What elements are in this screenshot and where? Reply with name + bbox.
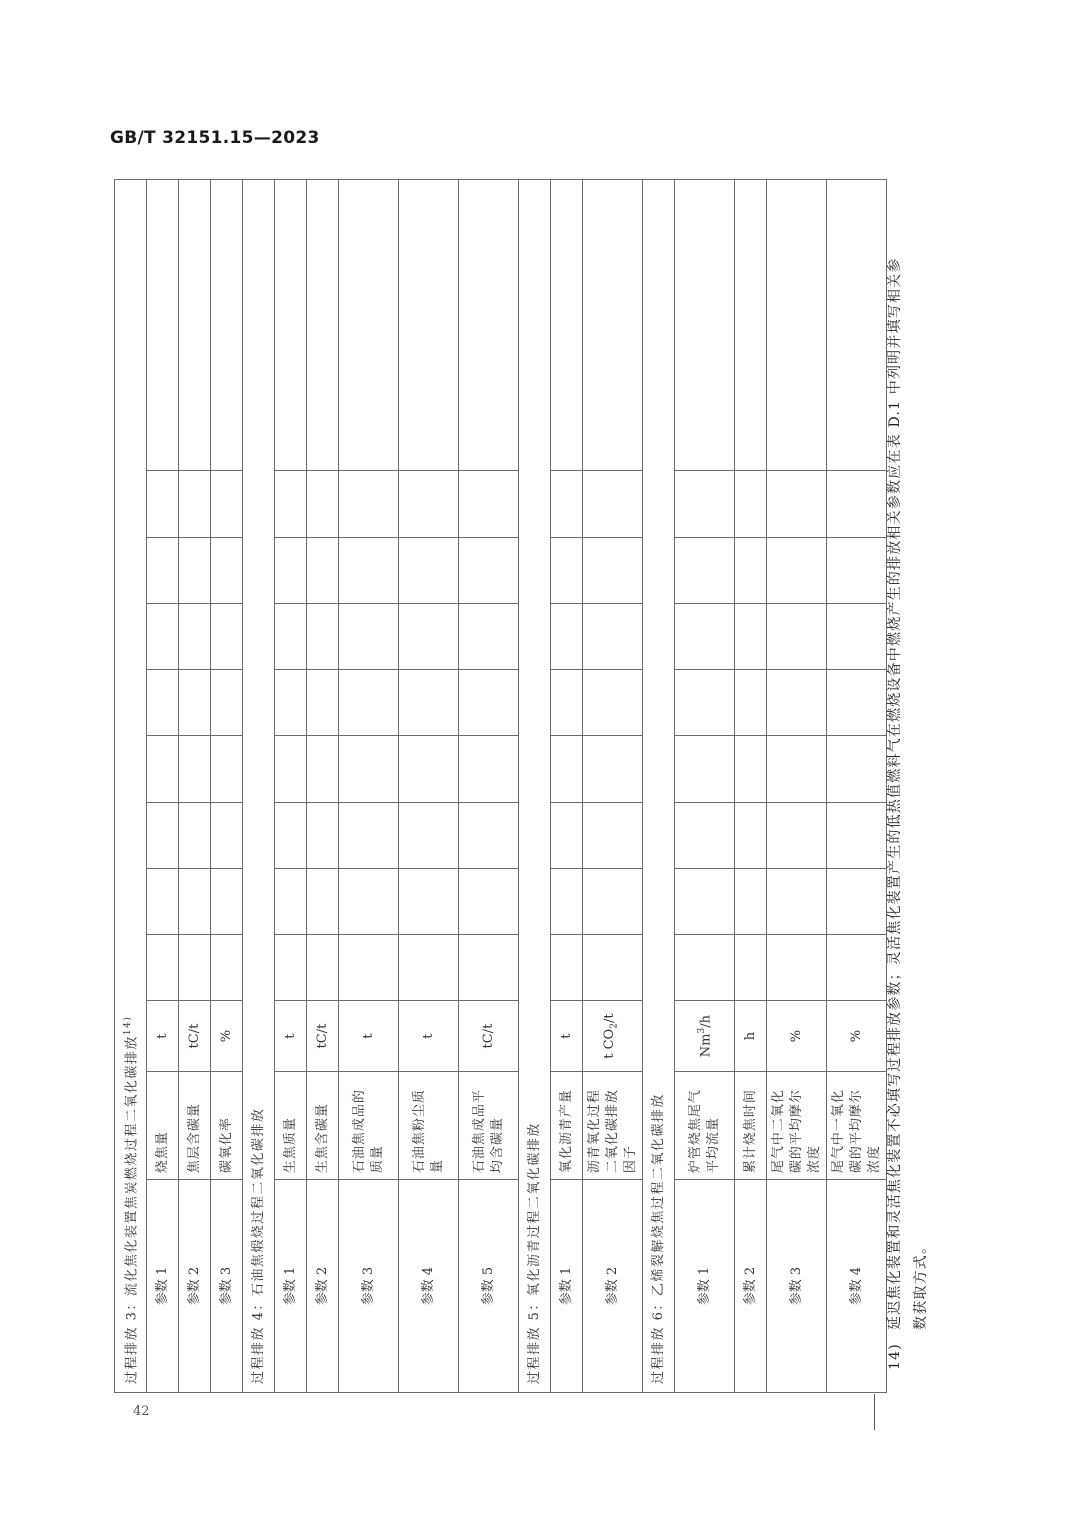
value-cell[interactable] bbox=[767, 471, 827, 537]
value-cell[interactable] bbox=[551, 736, 583, 802]
param-cell: 参数 1 bbox=[275, 1180, 307, 1393]
value-cell[interactable] bbox=[675, 537, 735, 603]
value-cell[interactable] bbox=[459, 736, 519, 802]
value-cell[interactable] bbox=[179, 736, 211, 802]
value-cell[interactable] bbox=[767, 868, 827, 934]
value-cell[interactable] bbox=[459, 537, 519, 603]
value-cell[interactable] bbox=[767, 603, 827, 669]
value-cell[interactable] bbox=[307, 670, 339, 736]
table-row bbox=[307, 180, 339, 1393]
value-cell[interactable] bbox=[459, 603, 519, 669]
value-cell[interactable] bbox=[147, 537, 179, 603]
value-cell[interactable] bbox=[735, 868, 767, 934]
value-cell[interactable] bbox=[735, 802, 767, 868]
value-cell[interactable] bbox=[551, 471, 583, 537]
value-cell[interactable] bbox=[675, 736, 735, 802]
unit-tail: /h bbox=[698, 1015, 714, 1028]
value-cell[interactable] bbox=[583, 935, 643, 1001]
section-header-row bbox=[115, 180, 147, 1393]
unit-main: Nm bbox=[698, 1033, 714, 1058]
value-cell[interactable] bbox=[583, 180, 643, 471]
param-cell: 参数 3 bbox=[339, 1180, 399, 1393]
param-cell: 参数 5 bbox=[459, 1180, 519, 1393]
value-cell[interactable] bbox=[339, 603, 399, 669]
table-row bbox=[767, 180, 827, 1393]
section-header-row bbox=[519, 180, 551, 1393]
value-cell[interactable] bbox=[179, 935, 211, 1001]
value-cell[interactable] bbox=[675, 670, 735, 736]
value-cell[interactable] bbox=[307, 935, 339, 1001]
value-cell[interactable] bbox=[211, 180, 243, 471]
value-cell[interactable] bbox=[307, 180, 339, 471]
param-cell: 参数 1 bbox=[551, 1180, 583, 1393]
value-cell[interactable] bbox=[583, 802, 643, 868]
param-cell: 参数 2 bbox=[179, 1180, 211, 1393]
value-cell[interactable] bbox=[147, 736, 179, 802]
unit-cell bbox=[583, 1001, 643, 1071]
param-name-cell: 累计烧焦时间 bbox=[735, 1071, 767, 1179]
value-cell[interactable] bbox=[179, 868, 211, 934]
value-cell[interactable] bbox=[211, 802, 243, 868]
unit-cell: h bbox=[735, 1001, 767, 1071]
param-name-cell: 炉管烧焦尾气平均流量 bbox=[675, 1071, 735, 1179]
unit-tail: /t bbox=[602, 1013, 618, 1024]
value-cell[interactable] bbox=[827, 868, 887, 934]
value-cell[interactable] bbox=[307, 537, 339, 603]
value-cell[interactable] bbox=[275, 180, 307, 471]
value-cell[interactable] bbox=[459, 935, 519, 1001]
value-cell[interactable] bbox=[583, 670, 643, 736]
value-cell[interactable] bbox=[399, 670, 459, 736]
section-title bbox=[115, 180, 147, 1393]
value-cell[interactable] bbox=[583, 736, 643, 802]
value-cell[interactable] bbox=[827, 670, 887, 736]
value-cell[interactable] bbox=[147, 670, 179, 736]
value-cell[interactable] bbox=[307, 603, 339, 669]
unit-cell: tC/t bbox=[307, 1001, 339, 1071]
value-cell[interactable] bbox=[147, 868, 179, 934]
param-cell: 参数 4 bbox=[827, 1180, 887, 1393]
value-cell[interactable] bbox=[211, 935, 243, 1001]
value-cell[interactable] bbox=[767, 736, 827, 802]
value-cell[interactable] bbox=[399, 868, 459, 934]
standard-code: GB/T 32151.15—2023 bbox=[110, 128, 320, 148]
value-cell[interactable] bbox=[827, 736, 887, 802]
section-title-text: 过程排放 3：流化焦化装置焦炭燃烧过程二氧化碳排放 bbox=[124, 1035, 140, 1384]
value-cell[interactable] bbox=[675, 935, 735, 1001]
param-cell: 参数 3 bbox=[211, 1180, 243, 1393]
param-cell: 参数 2 bbox=[583, 1180, 643, 1393]
unit-cell: % bbox=[827, 1001, 887, 1071]
value-cell[interactable] bbox=[551, 603, 583, 669]
value-cell[interactable] bbox=[583, 603, 643, 669]
value-cell[interactable] bbox=[735, 736, 767, 802]
unit-subscript: 2 bbox=[609, 1023, 620, 1029]
value-cell[interactable] bbox=[827, 471, 887, 537]
param-name-cell: 尾气中一氧化碳的平均摩尔浓度 bbox=[827, 1071, 887, 1179]
value-cell[interactable] bbox=[147, 180, 179, 471]
value-cell[interactable] bbox=[275, 868, 307, 934]
value-cell[interactable] bbox=[399, 935, 459, 1001]
value-cell[interactable] bbox=[211, 471, 243, 537]
value-cell[interactable] bbox=[675, 868, 735, 934]
value-cell[interactable] bbox=[583, 471, 643, 537]
value-cell[interactable] bbox=[307, 736, 339, 802]
param-name-cell: 石油焦成品平均含碳量 bbox=[459, 1071, 519, 1179]
table-row bbox=[211, 180, 243, 1393]
value-cell[interactable] bbox=[275, 670, 307, 736]
param-cell: 参数 2 bbox=[307, 1180, 339, 1393]
value-cell[interactable] bbox=[339, 180, 399, 471]
param-name-cell: 氧化沥青产量 bbox=[551, 1071, 583, 1179]
param-name-cell: 烧焦量 bbox=[147, 1071, 179, 1179]
value-cell[interactable] bbox=[735, 471, 767, 537]
value-cell[interactable] bbox=[827, 935, 887, 1001]
value-cell[interactable] bbox=[339, 471, 399, 537]
value-cell[interactable] bbox=[459, 180, 519, 471]
value-cell[interactable] bbox=[459, 802, 519, 868]
value-cell[interactable] bbox=[179, 471, 211, 537]
unit-cell: % bbox=[211, 1001, 243, 1071]
section-title bbox=[243, 180, 275, 1393]
value-cell[interactable] bbox=[767, 537, 827, 603]
value-cell[interactable] bbox=[675, 180, 735, 471]
unit-cell: t bbox=[275, 1001, 307, 1071]
value-cell[interactable] bbox=[827, 603, 887, 669]
footnote-text-line1: 延迟焦化装置和灵活焦化装置不必填写过程排放参数；灵活焦化装置产生的低热值燃料气在燃烧设备中燃烧产生的排放相关参数应在表 D.1 中列明并填写相关参 bbox=[887, 257, 903, 1330]
value-cell[interactable] bbox=[339, 537, 399, 603]
value-cell[interactable] bbox=[551, 935, 583, 1001]
value-cell[interactable] bbox=[179, 802, 211, 868]
value-cell[interactable] bbox=[551, 670, 583, 736]
value-cell[interactable] bbox=[551, 537, 583, 603]
table-row bbox=[735, 180, 767, 1393]
value-cell[interactable] bbox=[551, 868, 583, 934]
section-header-row bbox=[243, 180, 275, 1393]
value-cell[interactable] bbox=[735, 603, 767, 669]
value-cell[interactable] bbox=[339, 802, 399, 868]
value-cell[interactable] bbox=[211, 736, 243, 802]
table-row bbox=[675, 180, 735, 1393]
unit-cell bbox=[675, 1001, 735, 1071]
table-row bbox=[459, 180, 519, 1393]
value-cell[interactable] bbox=[735, 670, 767, 736]
section-header-row bbox=[643, 180, 675, 1393]
param-name-cell: 尾气中二氧化碳的平均摩尔浓度 bbox=[767, 1071, 827, 1179]
value-cell[interactable] bbox=[307, 471, 339, 537]
value-cell[interactable] bbox=[339, 670, 399, 736]
table-row bbox=[275, 180, 307, 1393]
value-cell[interactable] bbox=[275, 935, 307, 1001]
unit-cell: tC/t bbox=[459, 1001, 519, 1071]
value-cell[interactable] bbox=[583, 537, 643, 603]
value-cell[interactable] bbox=[827, 802, 887, 868]
value-cell[interactable] bbox=[675, 603, 735, 669]
value-cell[interactable] bbox=[767, 670, 827, 736]
value-cell[interactable] bbox=[735, 180, 767, 471]
value-cell[interactable] bbox=[147, 471, 179, 537]
param-name-cell: 碳氧化率 bbox=[211, 1071, 243, 1179]
table-row bbox=[399, 180, 459, 1393]
unit-cell: t bbox=[147, 1001, 179, 1071]
value-cell[interactable] bbox=[551, 802, 583, 868]
footnote-separator bbox=[874, 1394, 875, 1430]
unit-main: t CO bbox=[602, 1028, 618, 1059]
value-cell[interactable] bbox=[675, 802, 735, 868]
param-cell: 参数 3 bbox=[767, 1180, 827, 1393]
table-row bbox=[583, 180, 643, 1393]
value-cell[interactable] bbox=[147, 603, 179, 669]
section-title-text: 过程排放 4：石油焦煅烧过程二氧化碳排放 bbox=[250, 1107, 266, 1384]
footnote-mark: 14) bbox=[123, 1015, 134, 1036]
unit-cell: % bbox=[767, 1001, 827, 1071]
value-cell[interactable] bbox=[275, 603, 307, 669]
param-name-cell: 石油焦成品的质量 bbox=[339, 1071, 399, 1179]
value-cell[interactable] bbox=[767, 935, 827, 1001]
value-cell[interactable] bbox=[179, 180, 211, 471]
section-title bbox=[519, 180, 551, 1393]
param-cell: 参数 4 bbox=[399, 1180, 459, 1393]
section-title-text: 过程排放 5：氧化沥青过程二氧化碳排放 bbox=[526, 1122, 542, 1384]
footnote-number: 14) bbox=[887, 1343, 903, 1370]
param-name-cell: 石油焦粉尘质量 bbox=[399, 1071, 459, 1179]
value-cell[interactable] bbox=[767, 180, 827, 471]
param-cell: 参数 2 bbox=[735, 1180, 767, 1393]
param-name-cell: 生焦含碳量 bbox=[307, 1071, 339, 1179]
param-cell: 参数 1 bbox=[675, 1180, 735, 1393]
value-cell[interactable] bbox=[459, 471, 519, 537]
value-cell[interactable] bbox=[399, 180, 459, 471]
value-cell[interactable] bbox=[399, 802, 459, 868]
section-title-text: 过程排放 6：乙烯裂解烧焦过程二氧化碳排放 bbox=[650, 1093, 666, 1384]
value-cell[interactable] bbox=[307, 868, 339, 934]
value-cell[interactable] bbox=[551, 180, 583, 471]
value-cell[interactable] bbox=[275, 537, 307, 603]
value-cell[interactable] bbox=[339, 935, 399, 1001]
value-cell[interactable] bbox=[827, 180, 887, 471]
table-row bbox=[179, 180, 211, 1393]
value-cell[interactable] bbox=[827, 537, 887, 603]
param-name-cell: 焦层含碳量 bbox=[179, 1071, 211, 1179]
value-cell[interactable] bbox=[399, 603, 459, 669]
rotated-table-container bbox=[114, 179, 882, 1393]
value-cell[interactable] bbox=[275, 736, 307, 802]
value-cell[interactable] bbox=[399, 471, 459, 537]
value-cell[interactable] bbox=[211, 868, 243, 934]
value-cell[interactable] bbox=[339, 868, 399, 934]
value-cell[interactable] bbox=[147, 802, 179, 868]
value-cell[interactable] bbox=[399, 736, 459, 802]
value-cell[interactable] bbox=[179, 670, 211, 736]
value-cell[interactable] bbox=[275, 471, 307, 537]
unit-cell: t bbox=[399, 1001, 459, 1071]
param-cell: 参数 1 bbox=[147, 1180, 179, 1393]
unit-cell: tC/t bbox=[179, 1001, 211, 1071]
unit-cell: t bbox=[551, 1001, 583, 1071]
value-cell[interactable] bbox=[735, 935, 767, 1001]
unit-superscript: 3 bbox=[697, 1027, 708, 1034]
parameter-table bbox=[114, 179, 887, 1393]
value-cell[interactable] bbox=[459, 868, 519, 934]
unit-cell: t bbox=[339, 1001, 399, 1071]
value-cell[interactable] bbox=[307, 802, 339, 868]
value-cell[interactable] bbox=[275, 802, 307, 868]
value-cell[interactable] bbox=[399, 537, 459, 603]
value-cell[interactable] bbox=[211, 603, 243, 669]
value-cell[interactable] bbox=[675, 471, 735, 537]
value-cell[interactable] bbox=[179, 603, 211, 669]
table-row bbox=[551, 180, 583, 1393]
param-name-cell: 沥青氧化过程二氧化碳排放因子 bbox=[583, 1071, 643, 1179]
page-number: 42 bbox=[133, 1404, 150, 1419]
value-cell[interactable] bbox=[211, 670, 243, 736]
table-row bbox=[827, 180, 887, 1393]
value-cell[interactable] bbox=[735, 537, 767, 603]
value-cell[interactable] bbox=[147, 935, 179, 1001]
value-cell[interactable] bbox=[767, 802, 827, 868]
value-cell[interactable] bbox=[339, 736, 399, 802]
section-title bbox=[643, 180, 675, 1393]
param-name-cell: 生焦质量 bbox=[275, 1071, 307, 1179]
footnote bbox=[882, 180, 942, 1370]
value-cell[interactable] bbox=[179, 537, 211, 603]
footnote-text-line2: 数获取方式。 bbox=[913, 1238, 929, 1330]
value-cell[interactable] bbox=[211, 537, 243, 603]
value-cell[interactable] bbox=[459, 670, 519, 736]
table-row bbox=[339, 180, 399, 1393]
value-cell[interactable] bbox=[583, 868, 643, 934]
table-row bbox=[147, 180, 179, 1393]
